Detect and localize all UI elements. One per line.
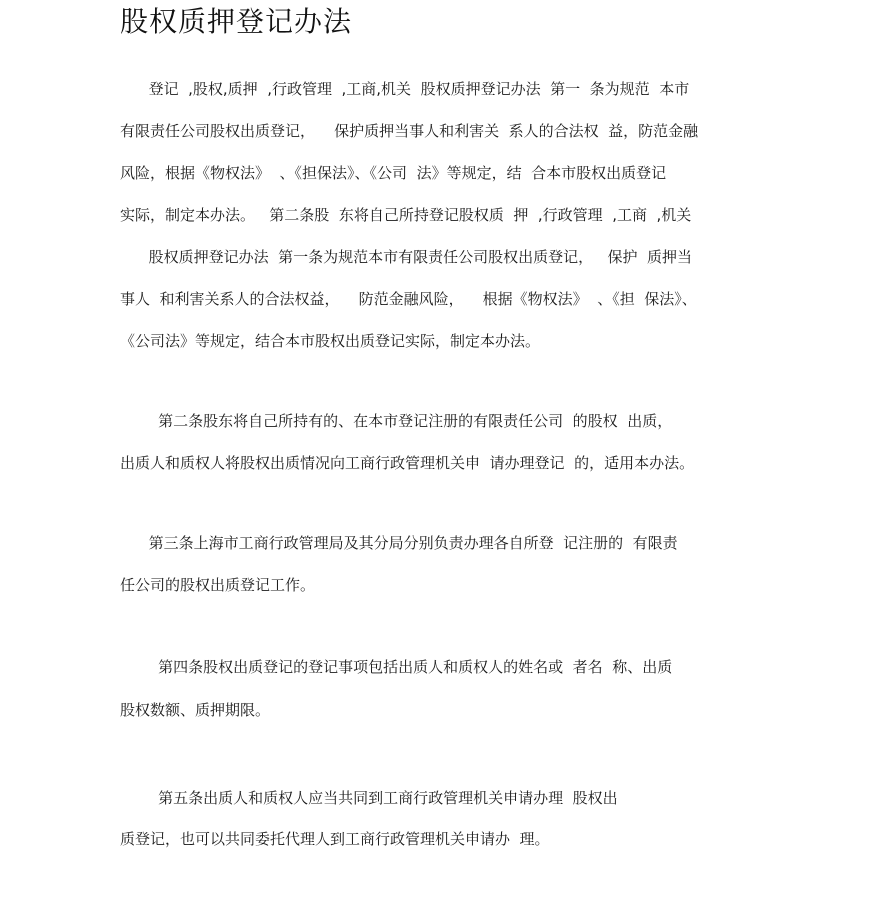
- text-line: 登记 ,股权,质押 ,行政管理 ,工商,机关 股权质押登记办法 第一 条为规范 本市: [120, 80, 690, 98]
- text-line: 第三条上海市工商行政管理局及其分局分别负责办理各自所登 记注册的 有限责: [120, 534, 678, 552]
- text-line: 股权质押登记办法 第一条为规范本市有限责任公司股权出质登记， 保护 质押当: [120, 248, 692, 266]
- text-line: 任公司的股权出质登记工作。: [120, 576, 316, 594]
- text-line: 出质人和质权人将股权出质情况向工商行政管理机关申 请办理登记 的，适用本办法。: [120, 454, 695, 472]
- text-line: 有限责任公司股权出质登记， 保护质押当事人和利害关 系人的合法权 益，防范金融: [120, 122, 699, 140]
- text-line: 第五条出质人和质权人应当共同到工商行政管理机关申请办理 股权出: [120, 789, 618, 807]
- text-line: 股权数额、质押期限。: [120, 701, 271, 719]
- text-line: 风险，根据《物权法》 、《担保法》、《公司 法》等规定，结 合本市股权出质登记: [120, 164, 667, 182]
- text-line: 实际，制定本办法。 第二条股 东将自己所持登记股权质 押 ,行政管理 ,工商 ,机关: [120, 206, 692, 224]
- text-line: 质登记，也可以共同委托代理人到工商行政管理机关申请办 理。: [120, 830, 550, 848]
- text-line: 第二条股东将自己所持有的、在本市登记注册的有限责任公司 的股权 出质，: [120, 412, 673, 430]
- text-line: 事人 和利害关系人的合法权益， 防范金融风险， 根据《物权法》 、《担 保法》、: [120, 290, 697, 308]
- text-line: 《公司法》等规定，结合本市股权出质登记实际，制定本办法。: [120, 332, 541, 350]
- document-title: 股权质押登记办法: [120, 5, 353, 38]
- text-line: 第四条股权出质登记的登记事项包括出质人和质权人的姓名或 者名 称、出质: [120, 658, 673, 676]
